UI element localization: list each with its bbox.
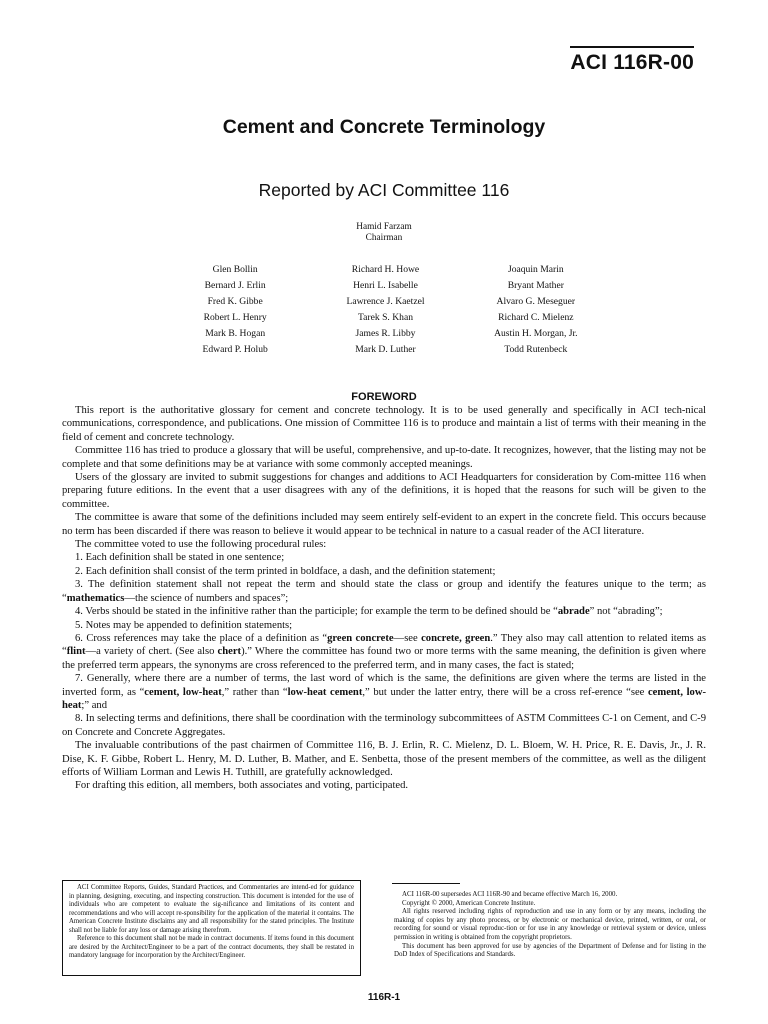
foreword-body [62,404,706,793]
chairman-block [0,222,768,244]
term-bold: mathematics [66,592,125,604]
copyright-paragraph: This document has been approved for use by agencies of the Department of Defense and for listing in the DoD Index of Specifications and Standards. [394,942,706,959]
document-number: ACI 116R-00 [570,46,694,75]
rule-item: 4. Verbs should be stated in the infinitive rather than the participle; for example the term to be defined should be “abrade” not “abrading”; [75,606,663,618]
term-bold: abrade [557,606,590,618]
disclaimer-paragraph: Reference to this document shall not be made in contract documents. If items found in this document are desired by the Architect/Engineer to be a part of the contract documents, they shall be restated in mandatory language for incorporation by the Architect/Engineer. [69,935,354,959]
chairman-role: Chairman [365,233,403,243]
term-bold: green concrete [327,632,394,644]
term-bold: chert [217,646,242,658]
term-bold: flint [66,646,86,658]
member-name: Edward P. Holub [202,343,268,355]
rule-item: 3. The definition statement shall not repeat the term and should state the class or group and identify the features unique to the term; as “mathematics—the science of numbers and spaces”; [62,579,706,604]
member-name: Tarek S. Khan [357,311,413,323]
term-bold: concrete, green [421,632,491,644]
member-name: Henri L. Isabelle [353,279,418,291]
disclaimer-box [62,880,361,976]
member-name: Robert L. Henry [203,311,267,323]
document-title: Cement and Concrete Terminology [222,116,546,138]
foreword-paragraph: The invaluable contributions of the past chairmen of Committee 116, B. J. Erlin, R. C. Mielenz, D. L. Bloem, W. H. Price, R. E. Davis, Jr., J. R. Dise, K. F. Gibbe, Robert L. Henry, M. D. Luther, B. Mather, and E. Senbetta, those of the present members of the committee, as well as the diligent efforts of William Lorman and Lewis H. Tuthill, are gratefully acknowledged. [62,740,706,778]
foreword-heading: FOREWORD [351,391,417,403]
member-name: Glen Bollin [212,264,258,275]
disclaimer-paragraph: ACI Committee Reports, Guides, Standard Practices, and Commentaries are intend-ed for guidance in planning, designing, executing, and inspecting construction. This document is intended for the use of individuals who are competent to evaluate the sig-nificance and limitations of its content and recommendations and who will accept re-sponsibility for the application of the material it contains. The American Concrete Institute disclaims any and all responsibility for the stated principles. The Institute shall not be liable for any loss or damage arising therefrom. [69,884,354,934]
rule-item: 6. Cross references may take the place of a definition as “green concrete—see concrete, green.” They also may call attention to related items as “flint—a variety of chert. (See also chert).” Where the committee has found two or more terms with the same meaning, the definition is given where the preferred term appears, the synonyms are cross referenced to the preferred term, and in many cases, the fact is stated; [62,632,706,671]
copyright-paragraph: Copyright © 2000, American Concrete Institute. [402,899,536,907]
copyright-paragraph: ACI 116R-00 supersedes ACI 116R-90 and became effective March 16, 2000. [402,891,618,898]
member-name: Alvaro G. Meseguer [496,295,576,307]
member-name: Richard C. Mielenz [498,311,574,323]
term-bold: cement, low-heat [144,686,222,698]
footnote-divider [392,883,460,884]
copyright-block [394,891,706,960]
member-name: Bernard J. Erlin [204,279,266,291]
committee-subtitle: Reported by ACI Committee 116 [258,180,510,200]
committee-members [160,262,611,357]
member-name: James R. Libby [355,327,416,339]
member-name: Richard H. Howe [351,264,420,275]
member-name: Mark D. Luther [355,343,416,355]
member-name: Joaquin Marin [507,264,564,275]
member-name: Austin H. Morgan, Jr. [494,327,578,339]
member-name: Mark B. Hogan [205,327,266,339]
foreword-paragraph: The committee is aware that some of the definitions included may seem entirely self-evident to an expert in the concrete field. This occurs because no term has been discarded if there was reason to believe it would appear to be technical in nature to a casual reader of the ACI literature. [62,512,706,537]
member-name: Todd Rutenbeck [504,343,568,355]
page-number: 116R-1 [367,992,401,1003]
term-bold: low-heat cement [287,686,363,698]
foreword-paragraph: This report is the authoritative glossary for cement and concrete technology. It is to be used generally and specifically in ACI tech-nical communications, correspondence, and publications. One mission of Committee 116 is to produce and maintain a list of terms with their meaning in the field of cement and concrete technology. [62,405,706,443]
chairman-name: Hamid Farzam [356,222,412,232]
foreword-paragraph: The committee voted to use the following procedural rules: [75,539,327,551]
rule-item: 8. In selecting terms and definitions, there shall be coordination with the terminology subcommittees of ASTM Committees C-1 on Cement, and C-9 on Concrete and Concrete Aggregates. [62,713,706,738]
foreword-paragraph: Users of the glossary are invited to submit suggestions for changes and additions to ACI Headquarters for consideration by Com-mittee 116 when preparing future editions. In the event that a user disagrees with any of the definitions, it is hoped that the reasons for such will be given to the committee. [62,472,706,510]
rule-item: 1. Each definition shall be stated in one sentence; [75,552,285,564]
term-bold: cement, low-heat [62,686,706,711]
member-name: Lawrence J. Kaetzel [346,295,425,307]
foreword-paragraph: For drafting this edition, all members, both associates and voting, participated. [75,780,409,792]
rule-item: 2. Each definition shall consist of the term printed in boldface, a dash, and the definition statement; [75,565,496,577]
copyright-paragraph: All rights reserved including rights of reproduction and use in any form or by any means, including the making of copies by any photo process, or by electronic or mechanical device, printed, written, or oral, or recording for sound or visual reproduc-tion or for use in any knowledge or retrieval system or device, unless permission in writing is obtained from the copyright proprietors. [394,908,706,941]
rule-item: 5. Notes may be appended to definition statements; [75,619,293,631]
foreword-paragraph: Committee 116 has tried to produce a glossary that will be useful, comprehensive, and up-to-date. It recognizes, however, that the listing may not be complete and that some definitions may be at variance with some commonly accepted meanings. [62,445,706,470]
rule-item: 7. Generally, where there are a number of terms, the last word of which is the same, the definitions are given where the terms are listed in the inverted form, as “cement, low-heat,” rather than “low-heat cement,” but under the latter entry, there will be a cross ref-erence “see cement, low-heat;” and [62,673,706,711]
member-name: Fred K. Gibbe [207,295,263,307]
member-name: Bryant Mather [507,279,564,291]
